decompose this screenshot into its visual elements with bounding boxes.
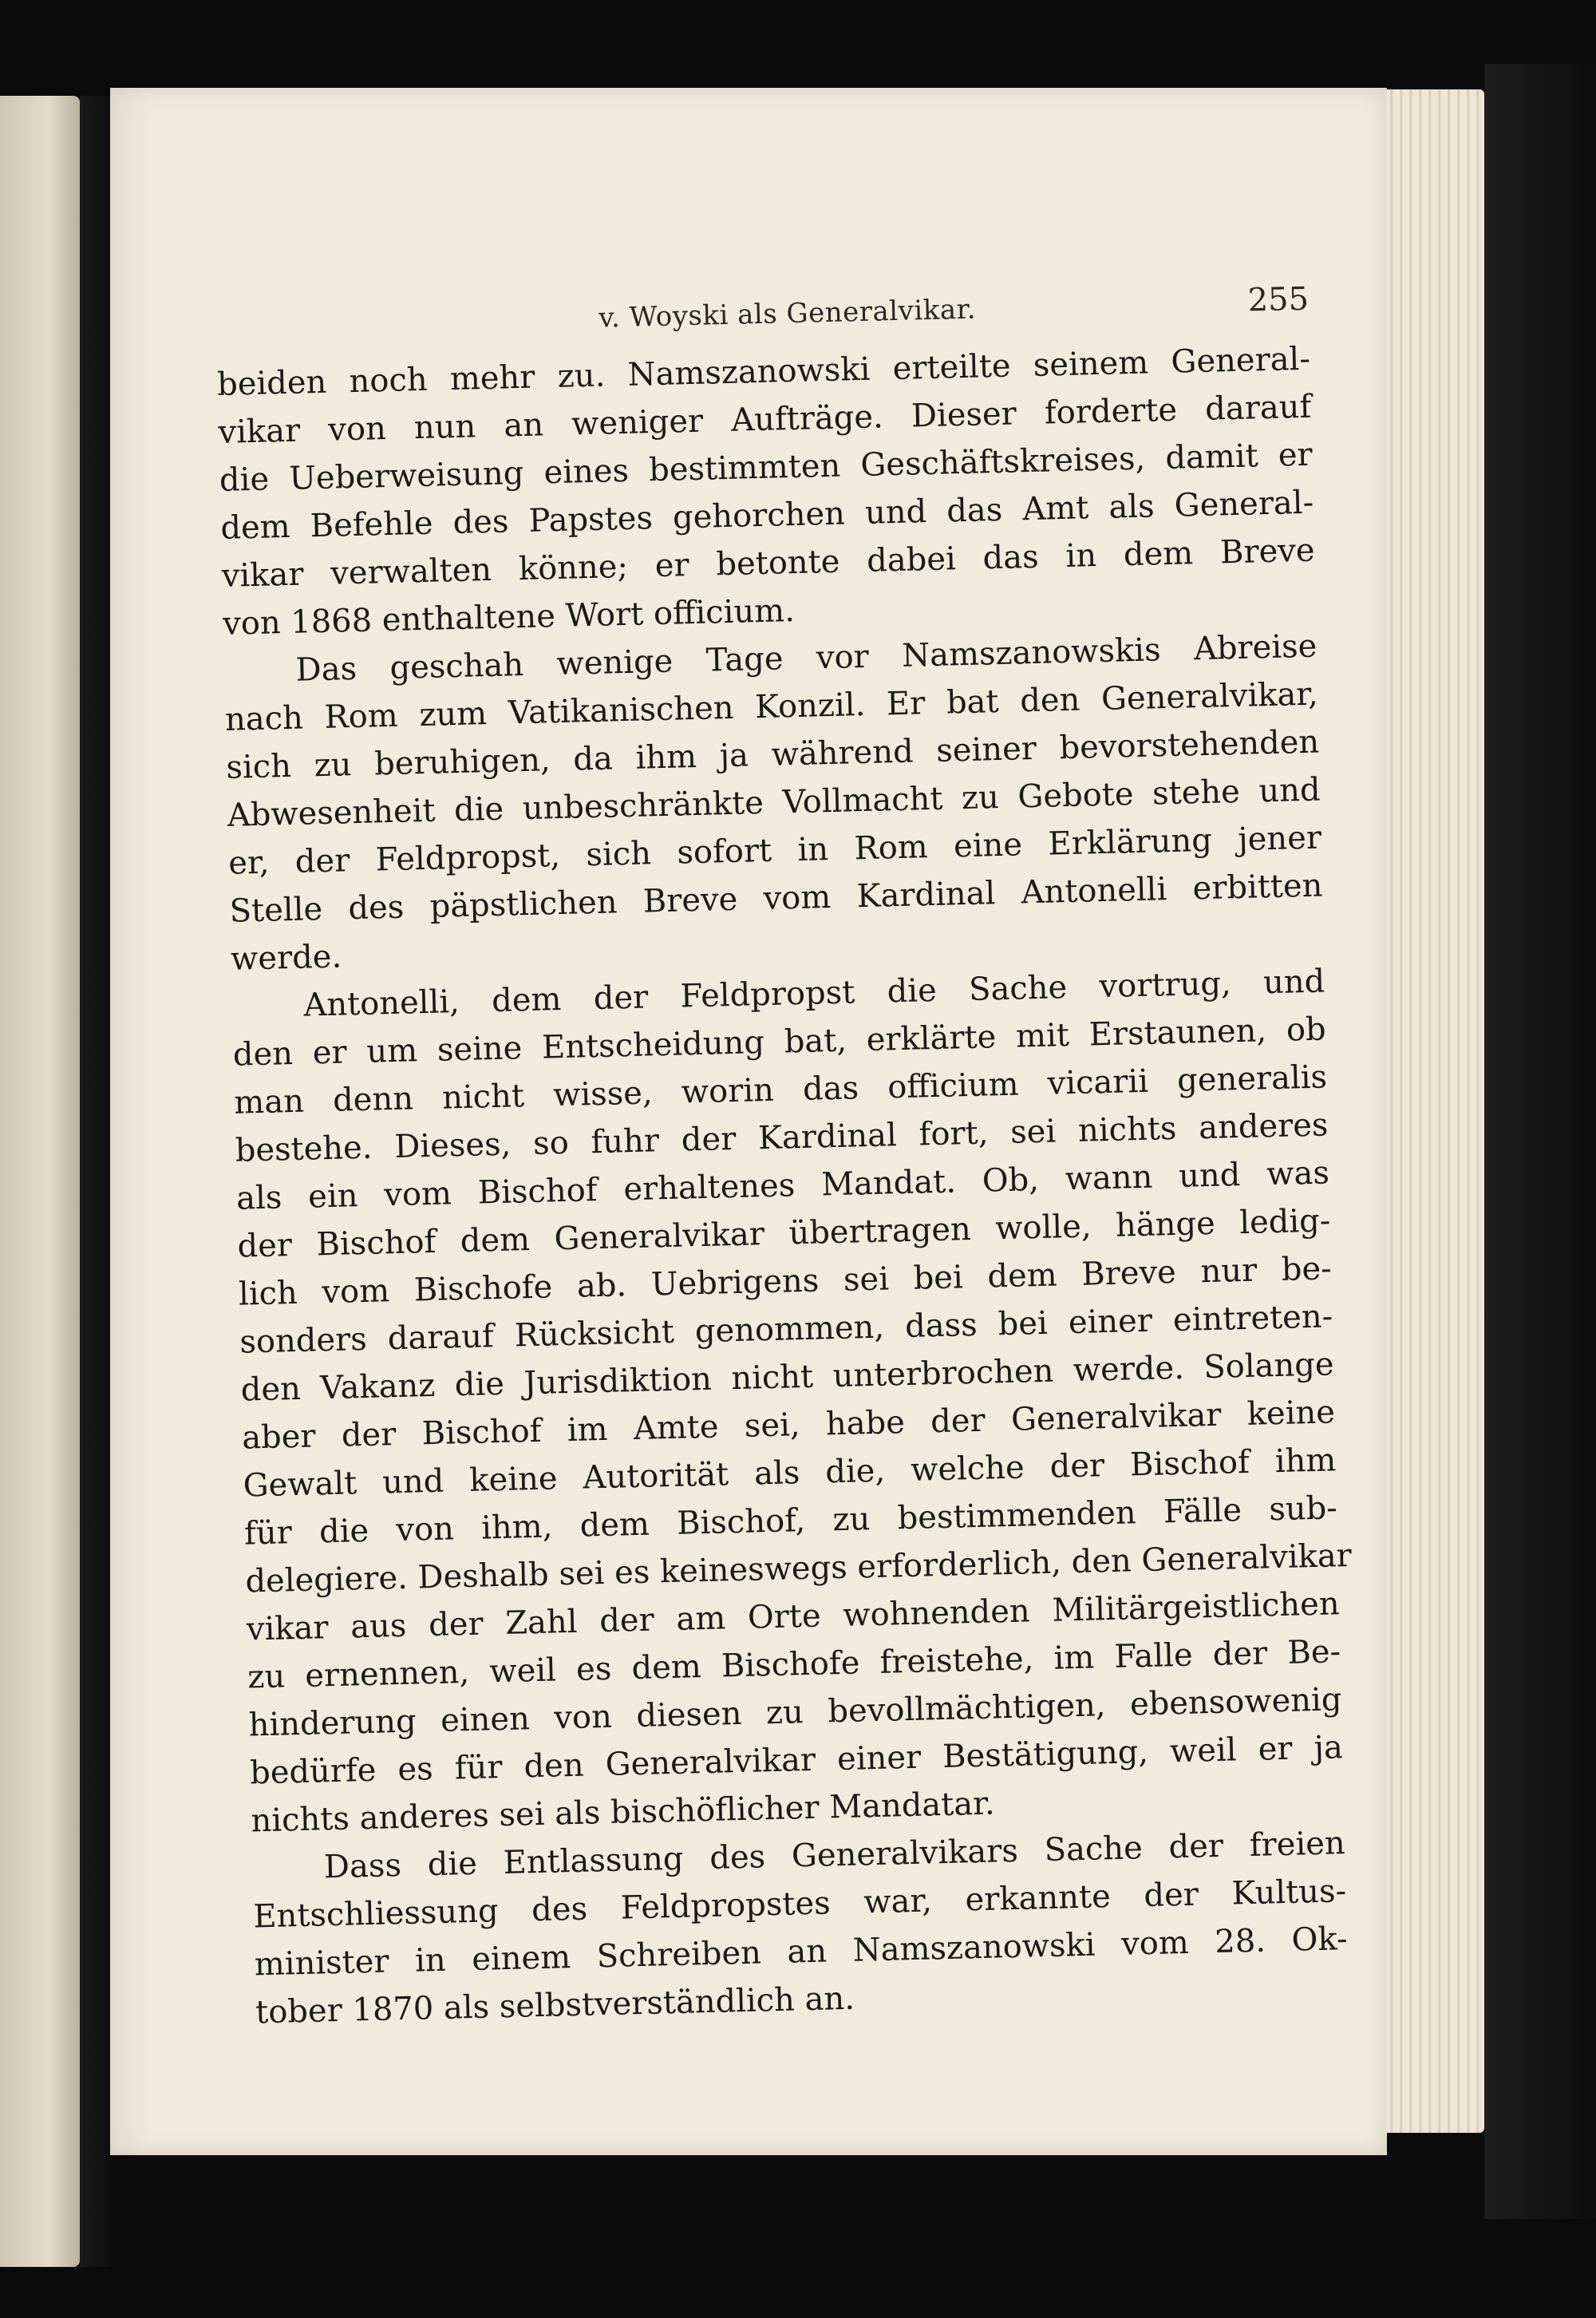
page-number: 255 [1247, 280, 1310, 319]
text-line: Dass die Entlassung des Generalvikars Sache der freien [323, 1825, 1346, 1886]
text-line: Abwesenheit die unbeschränkte Vollmacht zu Gebote stehe und [227, 771, 1321, 834]
text-line: den er um seine Entscheidung bat, erklärte mit Erstaunen, ob [232, 1011, 1327, 1074]
book-page [110, 88, 1387, 2155]
text-line: vikar verwalten könne; er betonte dabei das in dem Breve [221, 532, 1315, 595]
text-line: aber der Bischof im Amte sei, habe der Generalvikar keine [241, 1394, 1336, 1457]
text-line: als ein vom Bischof erhaltenes Mandat. Ob, wann und was [235, 1154, 1330, 1217]
text-line: bestehe. Dieses, so fuhr der Kardinal fort, sei nichts anderes [235, 1106, 1329, 1169]
text-line: sich zu beruhigen, da ihm ja während seiner bevorstehenden [225, 723, 1320, 786]
text-line: der Bischof dem Generalvikar übertragen wolle, hänge ledig- [237, 1202, 1331, 1265]
text-line: den Vakanz die Jurisdiktion nicht unterbrochen werde. Solange [240, 1346, 1335, 1409]
text-line: von 1868 enthaltene Wort officium. [222, 592, 796, 643]
page-text [215, 280, 1353, 2037]
text-line: dem Befehle des Papstes gehorchen und das Amt als General- [219, 484, 1314, 547]
text-line: sonders darauf Rücksicht genommen, dass bei einer eintreten- [239, 1298, 1333, 1361]
text-line: delegiere. Deshalb sei es keineswegs erforderlich, den Generalvikar [244, 1537, 1353, 1600]
text-line: er, der Feldpropst, sich sofort in Rom eine Erklärung jener [227, 819, 1322, 882]
text-line: werde. [230, 938, 342, 978]
text-line: die Ueberweisung eines bestimmten Geschäftskreises, damit er [219, 436, 1314, 499]
book-cover-edge [1484, 64, 1596, 2219]
text-line: vikar aus der Zahl der am Orte wohnenden Militärgeistlichen [246, 1585, 1341, 1648]
text-line: vikar von nun an weniger Aufträge. Dieser forderte darauf [218, 388, 1312, 451]
text-line: Antonelli, dem der Feldpropst die Sache vortrug, und [302, 963, 1325, 1024]
text-line: zu ernennen, weil es dem Bischofe freistehe, im Falle der Be- [247, 1633, 1341, 1696]
facing-page-edge [0, 96, 80, 2267]
text-line: Entschliessung des Feldpropstes war, erkannte der Kultus- [252, 1873, 1347, 1936]
running-title: v. Woyski als Generalvikar. [598, 293, 977, 334]
text-line: Gewalt und keine Autorität als die, welche der Bischof ihm [243, 1442, 1337, 1505]
text-line: beiden noch mehr zu. Namszanowski erteilte seinem General- [216, 340, 1311, 403]
text-line: für die von ihm, dem Bischof, zu bestimmenden Fälle sub- [243, 1489, 1338, 1553]
text-line: minister in einem Schreiben an Namszanowski vom 28. Ok- [254, 1920, 1348, 1984]
text-line: lich vom Bischofe ab. Uebrigens sei bei dem Breve nur be- [238, 1250, 1333, 1313]
text-line: nichts anderes sei als bischöflicher Mandatar. [251, 1785, 996, 1840]
text-line: tober 1870 als selbstverständlich an. [255, 1980, 855, 2031]
text-line: Das geschah wenige Tage vor Namszanowskis Abreise [295, 627, 1317, 689]
text-line: man denn nicht wisse, worin das officium vicarii generalis [233, 1058, 1328, 1121]
text-line: Stelle des päpstlichen Breve vom Kardinal Antonelli erbitten [229, 867, 1323, 930]
text-line: hinderung einen von diesen zu bevollmächtigen, ebensowenig [248, 1681, 1342, 1744]
text-line: bedürfe es für den Generalvikar einer Bestätigung, weil er ja [249, 1729, 1344, 1792]
text-line: nach Rom zum Vatikanischen Konzil. Er bat den Generalvikar, [224, 675, 1319, 738]
